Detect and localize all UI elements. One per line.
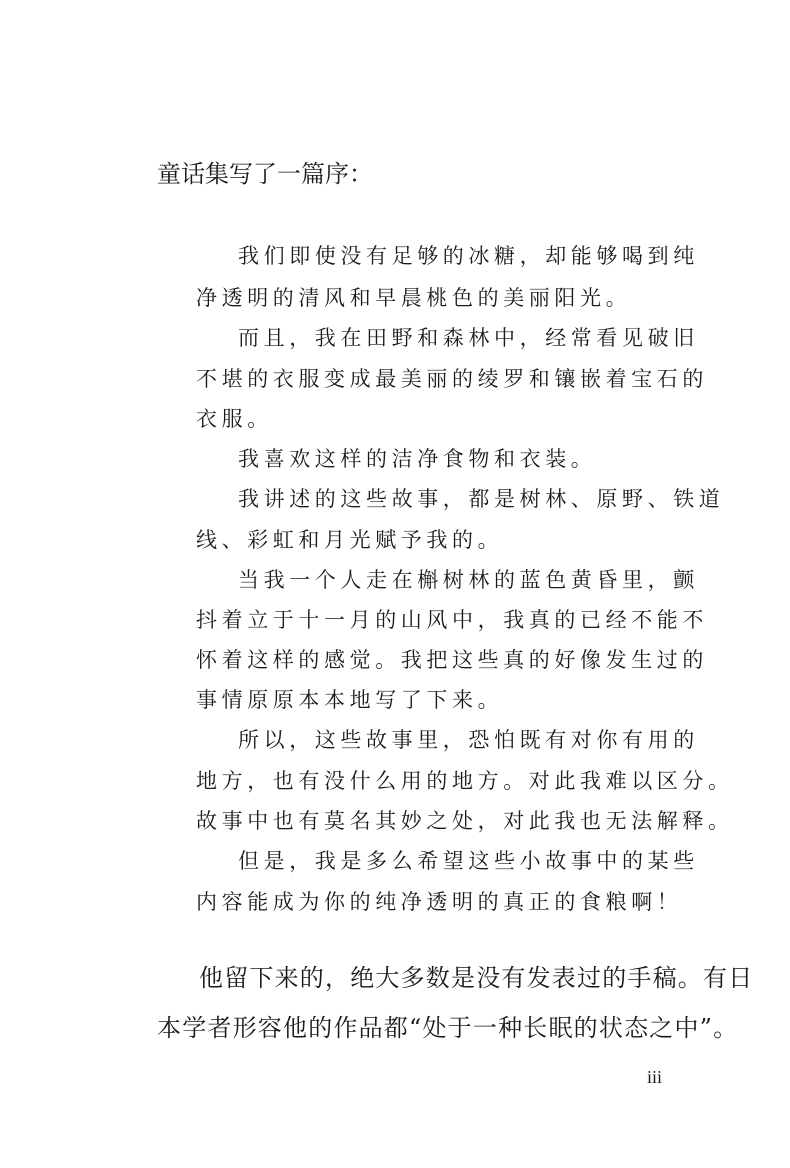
quote-line: 地方，也有没什么用的地方。对此我难以区分。	[196, 769, 734, 793]
quote-line: 衣服。	[196, 407, 273, 431]
quote-line: 所以，这些故事里，恐怕既有对你有用的	[238, 728, 699, 752]
quote-line: 不堪的衣服变成最美丽的绫罗和镶嵌着宝石的	[196, 367, 708, 391]
body-line: 本学者形容他的作品都“处于一种长眠的状态之中”。	[157, 1014, 739, 1042]
intro-line: 童话集写了一篇序：	[157, 160, 373, 188]
quote-line: 内容能成为你的纯净透明的真正的食粮啊！	[196, 890, 683, 914]
quote-line: 抖着立于十一月的山风中，我真的已经不能不	[196, 608, 708, 632]
quote-line: 怀着这样的感觉。我把这些真的好像发生过的	[196, 648, 708, 672]
quote-line: 我讲述的这些故事，都是树林、原野、铁道	[238, 487, 725, 511]
quote-line: 线、彩虹和月光赋予我的。	[196, 528, 504, 552]
quote-line: 净透明的清风和早晨桃色的美丽阳光。	[196, 286, 632, 310]
quote-line: 事情原原本本地写了下来。	[196, 688, 504, 712]
body-line: 他留下来的，绝大多数是没有发表过的手稿。有日	[199, 964, 754, 992]
quote-line: 我喜欢这样的洁净食物和衣装。	[238, 447, 597, 471]
quote-line: 但是，我是多么希望这些小故事中的某些	[238, 849, 699, 873]
quote-line: 故事中也有莫名其妙之处，对此我也无法解释。	[196, 809, 734, 833]
quote-line: 我们即使没有足够的冰糖，却能够喝到纯	[238, 244, 699, 268]
quote-line: 当我一个人走在槲树林的蓝色黄昏里，颤	[238, 568, 699, 592]
page-number: iii	[647, 1067, 663, 1087]
quote-line: 而且，我在田野和森林中，经常看见破旧	[238, 326, 699, 350]
